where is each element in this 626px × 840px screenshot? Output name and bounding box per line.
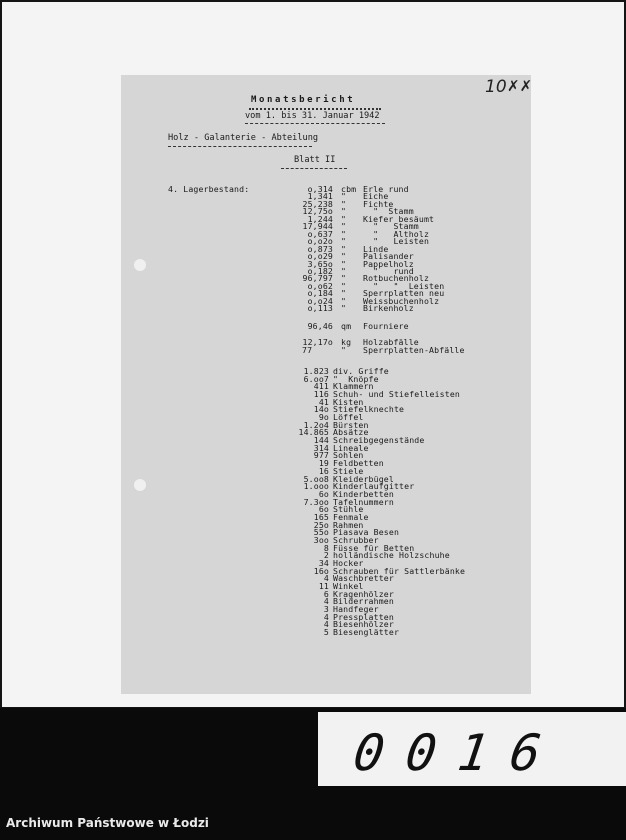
stock-unit: " [341,243,347,254]
piece-qty: 6o [318,504,329,515]
piece-qty: 34 [318,558,329,568]
stock-item: " " Leisten [363,280,445,291]
report-period: vom 1. bis 31. Januar 1942 [245,111,380,121]
stock-item: Fourniere [363,321,409,331]
piece-qty: 3oo [313,534,329,545]
piece-qty: 4 [323,573,329,584]
piece-qty: 1.ooo [303,481,329,492]
piece-qty: 5.oo8 [303,473,329,484]
stock-unit: " [341,295,347,306]
stock-item: Fichte [363,198,394,209]
piece-qty: 1.823 [303,366,329,376]
piece-item: Schreibgegenstände [333,435,425,446]
piece-qty: 4 [323,611,329,622]
stock-unit: " [341,191,347,202]
stock-unit: " [341,213,347,224]
stock-item: Sperrplatten-Abfälle [363,345,465,355]
piece-item: Kragenhölzer [333,588,394,599]
stock-unit: " [341,221,347,232]
piece-item: " Knöpfe [333,373,379,384]
stock-qty: o,o29 [307,251,333,262]
title-underline [249,108,381,110]
piece-qty: 1.2o4 [303,419,329,430]
piece-qty: 6 [323,588,329,599]
stock-unit: " [341,345,347,355]
piece-item: Kinderbetten [333,488,394,499]
piece-item: Kisten [333,396,364,407]
piece-qty: 977 [313,450,329,461]
piece-item: Tafelnummern [333,496,394,507]
piece-qty: 19 [318,458,329,469]
period-underline [245,123,385,124]
piece-item: Klammern [333,381,374,392]
piece-item: Stiele [333,465,364,476]
stock-unit: " [341,198,347,209]
stock-unit: " [341,258,347,269]
piece-item: Kinderlaufgitter [333,481,415,492]
piece-item: Pressplatten [333,611,394,622]
piece-item: Rahmen [333,519,364,530]
stock-item: Holzabfälle [363,337,419,347]
stock-qty: 25,238 [302,198,333,209]
piece-qty: 11 [318,581,329,592]
piece-qty: 3 [323,604,329,615]
piece-item: Kleiderbügel [333,473,394,484]
stock-unit: " [341,303,347,314]
piece-item: div. Griffe [333,366,389,376]
piece-qty: 14o [313,404,329,415]
stock-unit: " [341,236,347,247]
stock-unit: " [341,273,347,284]
piece-qty: 14.865 [298,427,329,438]
piece-item: Lineale [333,442,369,453]
stock-qty: 12,17o [302,337,333,347]
archive-name: Archiwum Państwowe w Łodzi [6,816,209,830]
handwritten-page-number: 10 [485,77,507,97]
stock-unit: kg [341,337,352,347]
piece-qty: 314 [313,442,329,453]
stock-qty: o,873 [307,243,333,254]
stock-item: " rund [363,265,414,276]
stock-unit: " [341,265,347,276]
piece-item: Piasava Besen [333,527,400,538]
piece-item: Stiefelknechte [333,404,405,415]
document-sheet [121,75,531,694]
stock-qty: 96,46 [307,321,333,331]
piece-item: Schuh- und Stiefelleisten [333,389,460,400]
sheet-underline [281,168,347,169]
stock-unit: " [341,206,347,217]
piece-qty: 411 [313,381,329,392]
piece-item: Biesenglätter [333,627,400,638]
stock-unit: " [341,288,347,299]
piece-qty: 8 [323,542,329,553]
department-heading: Holz - Galanterie - Abteilung [168,133,319,143]
piece-item: Füsse für Betten [333,542,415,553]
stock-item: Rotbuchenholz [363,273,430,284]
piece-item: holländische Holzschuhe [333,550,450,561]
handwritten-strike-mark: ✗✗ [507,77,533,95]
stock-item: Weissbuchenholz [363,295,440,306]
stock-item: Kiefer besäumt [363,213,435,224]
piece-item: Sohlen [333,450,364,461]
piece-qty: 25o [313,519,329,530]
piece-qty: 4 [323,619,329,630]
stock-item: Linde [363,243,389,254]
piece-qty: 144 [313,435,329,446]
stock-item: Pappelholz [363,258,414,269]
piece-qty: 6o [318,488,329,499]
stock-qty: 96,797 [302,273,333,284]
piece-item: Bilderrahmen [333,596,394,607]
piece-qty: 55o [313,527,329,538]
piece-item: Fenmale [333,511,369,522]
stock-item: " Leisten [363,236,430,247]
piece-item: Bürsten [333,419,369,430]
punch-hole [134,479,146,491]
stock-unit: " [341,280,347,291]
stock-qty: 1,341 [307,191,333,202]
stock-qty: o,637 [307,228,333,239]
piece-qty: 5 [323,627,329,638]
stock-qty: o,o24 [307,295,333,306]
sheet-label: Blatt II [294,155,336,165]
stock-unit: " [341,251,347,262]
stock-qty: o,184 [307,288,333,299]
piece-item: Absätze [333,427,369,438]
stock-qty: 77 [302,345,313,355]
stock-qty: o,113 [307,303,333,314]
piece-item: Winkel [333,581,364,592]
piece-qty: 7.3oo [303,496,329,507]
stock-item: Sperrplatten neu [363,288,445,299]
piece-qty: 6.oo7 [303,373,329,384]
stock-item: Erle rund [363,184,409,194]
piece-qty: 16 [318,465,329,476]
piece-item: Stühle [333,504,364,515]
stock-qty: o,o2o [307,236,333,247]
piece-qty: 41 [318,396,329,407]
section-label: 4. Lagerbestand: [168,184,250,194]
piece-item: Feldbetten [333,458,384,469]
stock-unit: cbm [341,184,357,194]
stock-item: Palisander [363,251,414,262]
piece-qty: 2 [323,550,329,561]
stock-qty: o,o62 [307,280,333,291]
stock-qty: o,314 [307,184,333,194]
punch-hole [134,259,146,271]
piece-qty: 9o [318,412,329,423]
stock-qty: 3,65o [307,258,333,269]
report-title: Monatsbericht [251,95,356,105]
piece-item: Schrubber [333,534,379,545]
stock-item: Eiche [363,191,389,202]
piece-item: Waschbretter [333,573,394,584]
piece-qty: 16o [313,565,329,576]
frame-counter: 0016 [349,724,567,782]
department-underline [168,146,312,147]
stock-item: Birkenholz [363,303,414,314]
stock-qty: 12,75o [302,206,333,217]
piece-qty: 165 [313,511,329,522]
piece-qty: 116 [313,389,329,400]
stock-qty: 1,244 [307,213,333,224]
stock-unit: " [341,228,347,239]
piece-item: Handfeger [333,604,379,615]
stock-unit: qm [341,321,352,331]
piece-item: Schrauben für Sattlerbänke [333,565,466,576]
stock-item: " Stamm [363,206,414,217]
piece-item: Hocker [333,558,364,568]
piece-item: Biesenhölzer [333,619,394,630]
stock-qty: 17,944 [302,221,333,232]
stock-item: " Stamm [363,221,419,232]
stock-item: " Altholz [363,228,430,239]
stock-qty: o,182 [307,265,333,276]
piece-qty: 4 [323,596,329,607]
piece-item: Löffel [333,412,364,423]
